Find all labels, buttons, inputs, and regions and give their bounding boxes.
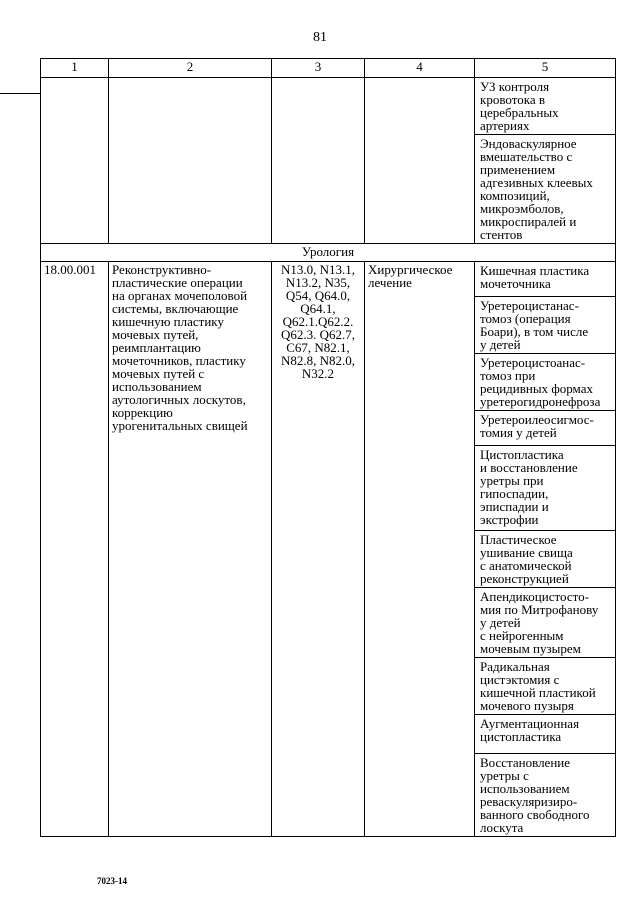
empty-cell: [109, 78, 272, 244]
row-codes: N13.0, N13.1, N13.2, N35, Q54, Q64.0, Q64.1, Q62.1.Q62.2. Q62.3. Q62.7, C67, N82.1, N82.8, N82.0, N32.2: [280, 262, 356, 381]
section-title: Урология: [41, 244, 616, 262]
empty-cell: [41, 78, 109, 244]
footer-code: 7023-14: [97, 876, 127, 886]
method-item: Радикальная цистэктомия с кишечной пластикой мочевого пузыря: [480, 659, 596, 713]
continuation-row: [41, 78, 616, 135]
row-description: Реконструктивно- пластические операции на органах мочеполовой системы, включающие кишечную пластику мочевых путей, реимплантацию мочеточников, пластику мочевых путей с использованием аутологичных лоскутов, коррекцию урогенитальных свищей: [112, 262, 248, 433]
method-item: УЗ контроля кровотока в церебральных артериях: [480, 79, 559, 133]
method-item: Пластическое ушивание свища с анатомической реконструкцией: [480, 532, 573, 586]
empty-cell: [365, 78, 475, 244]
method-item: Эндоваскулярное вмешательство с применением адгезивных клеевых композиций, микроэмболов, микроспиралей и стентов: [480, 136, 593, 242]
table-row: [41, 262, 616, 297]
header-col-4: 4: [365, 59, 475, 78]
method-item: Цистопластика и восстановление уретры при гипоспадии, эписпадии и экстрофии: [480, 447, 578, 527]
row-treatment: Хирургическое лечение: [368, 262, 453, 290]
header-col-1: 1: [41, 59, 109, 78]
header-col-2: 2: [109, 59, 272, 78]
empty-cell: [272, 78, 365, 244]
header-col-5: 5: [475, 59, 616, 78]
method-item: Восстановление уретры с использованием реваскуляризиро- ванного свободного лоскута: [480, 755, 590, 835]
page-number: 81: [313, 30, 327, 45]
method-item: Аугментационная цистопластика: [480, 716, 580, 744]
row-id: 18.00.001: [44, 262, 96, 277]
method-item: Уретероцистоанас- томоз при рецидивных формах уретерогидронефроза: [480, 355, 601, 409]
method-item: Уретероцистанас- томоз (операция Боари), в том числе у детей: [480, 298, 589, 352]
method-item: Апендикоцистосто- мия по Митрофанову у детей с нейрогенным мочевым пузырем: [480, 589, 599, 656]
method-item: Кишечная пластика мочеточника: [480, 263, 590, 291]
header-col-3: 3: [272, 59, 365, 78]
margin-rule: [0, 93, 40, 94]
header-row: [41, 59, 616, 78]
method-item: Уретероилеосигмос- томия у детей: [480, 412, 594, 440]
procedures-table: [40, 58, 616, 837]
section-row: [41, 244, 616, 262]
